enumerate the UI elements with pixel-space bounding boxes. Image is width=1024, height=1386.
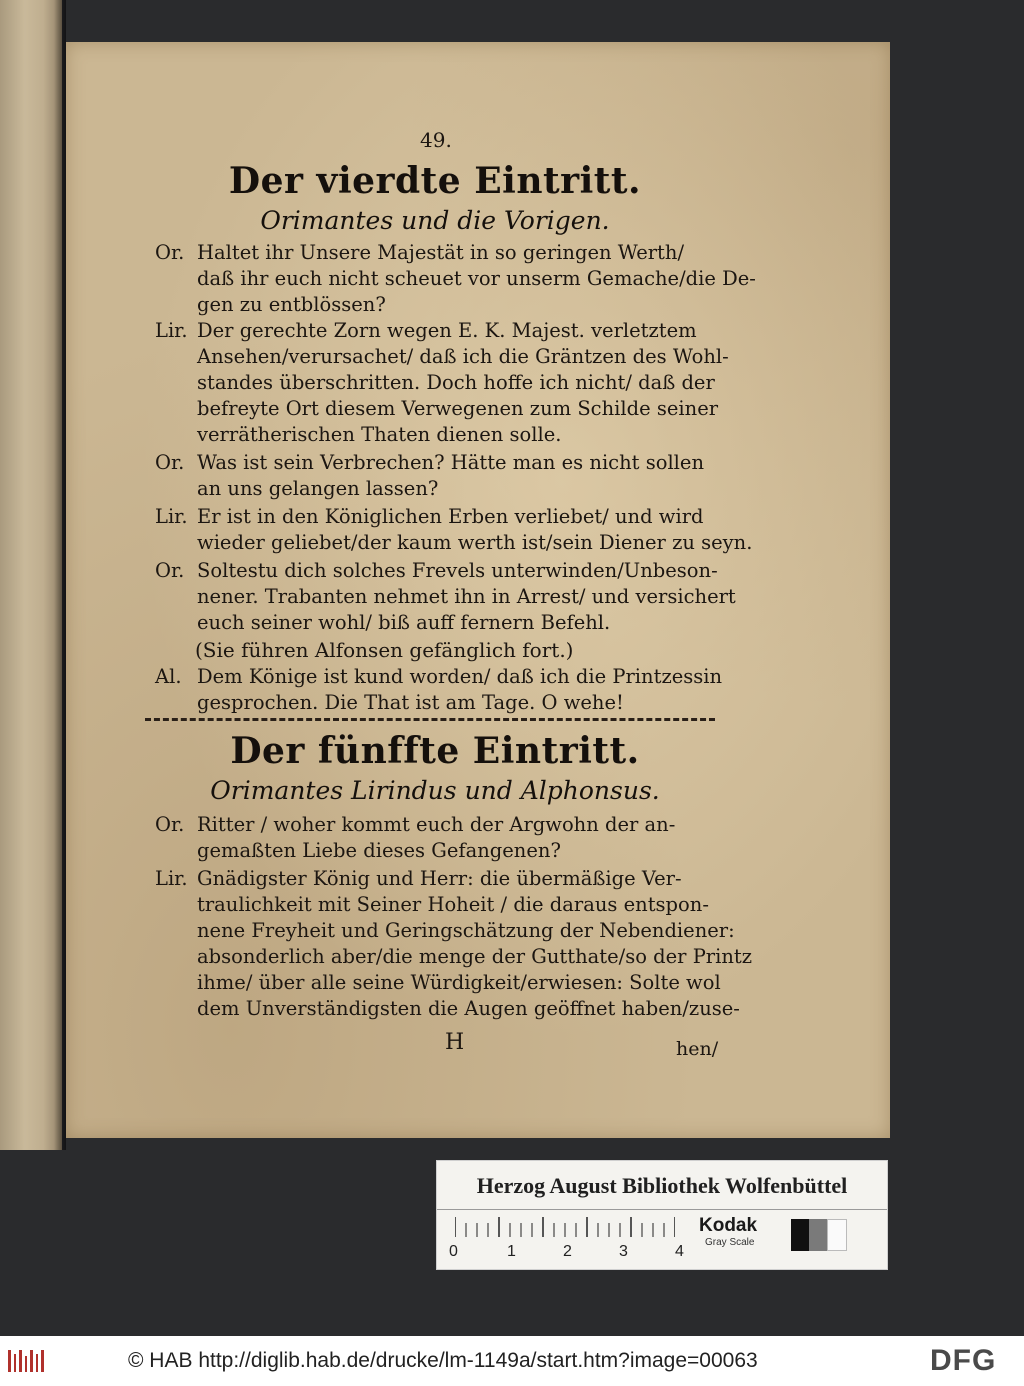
ruler-number: 0 [449, 1243, 458, 1260]
speaker-label: Or. [155, 559, 185, 582]
speech-line: befreyte Ort diesem Verwegenen zum Schilde seiner [197, 397, 719, 420]
scene-5-title: Der fünffte Eintritt. [230, 730, 640, 772]
speech-line: Haltet ihr Unsere Majestät in so geringen Werth/ [197, 241, 685, 264]
gray-scale-label: Gray Scale [705, 1237, 755, 1248]
speech-line: gemaßten Liebe dieses Gefangenen? [197, 839, 561, 862]
ruler-number: 4 [675, 1243, 684, 1260]
speech-block [155, 664, 725, 716]
speech-block [155, 504, 753, 556]
speech-line: Was ist sein Verbrechen? Hätte man es nicht sollen [197, 451, 705, 474]
speech-line: Dem Könige ist kund worden/ daß ich die Printzessin [197, 665, 723, 688]
swatch-white [827, 1219, 847, 1251]
speech-line: Der gerechte Zorn wegen E. K. Majest. verletztem [197, 319, 697, 342]
speech-line: daß ihr euch nicht scheuet vor unserm Gemache/die De- [197, 267, 756, 290]
signature-mark: H [445, 1030, 465, 1055]
facing-page-edge [0, 0, 62, 1150]
speech-line: nene Freyheit und Geringschätzung der Nebendiener: [197, 919, 735, 942]
speaker-label: Lir. [155, 867, 188, 890]
scene-4-title: Der vierdte Eintritt. [228, 160, 642, 202]
gray-swatches [791, 1219, 847, 1251]
dfg-logo[interactable]: DFG [930, 1344, 997, 1377]
speech-block [155, 318, 729, 448]
speech-block [155, 240, 756, 318]
speech-line: wieder geliebet/der kaum werth ist/sein Diener zu seyn. [197, 531, 753, 554]
swatch-black [791, 1219, 809, 1251]
speech-line: standes überschritten. Doch hoffe ich nicht/ daß der [197, 371, 715, 394]
speech-block [155, 558, 736, 636]
speech-line: an uns gelangen lassen? [197, 477, 439, 500]
ruler-ticks [455, 1217, 675, 1237]
speaker-label: Lir. [155, 505, 188, 528]
speech-line: dem Unverständigsten die Augen geöffnet haben/zuse- [197, 997, 740, 1020]
speech-line: ihme/ über alle seine Würdigkeit/erwiesen: Solte wol [197, 971, 721, 994]
speaker-label: Lir. [155, 319, 188, 342]
viewer-footer [0, 1336, 1024, 1386]
speech-line: Ritter / woher kommt euch der Argwohn der an- [197, 813, 676, 836]
speech-block [155, 812, 725, 864]
speech-line: Er ist in den Königlichen Erben verliebet/ und wird [197, 505, 704, 528]
ruler-number: 2 [563, 1243, 572, 1260]
speech-line: traulichkeit mit Seiner Hoheit / die daraus entspon- [197, 893, 709, 916]
ruler-number: 1 [507, 1243, 516, 1260]
scene-5-subtitle: Orimantes Lirindus und Alphonsus. [210, 776, 660, 805]
kodak-brand: Kodak [699, 1215, 758, 1236]
calibration-card [436, 1160, 888, 1270]
card-divider [437, 1209, 887, 1210]
speech-block [155, 866, 753, 1022]
stage-direction: (Sie führen Alfonsen gefänglich fort.) [195, 638, 574, 662]
copyright-link[interactable]: © HAB http://diglib.hab.de/drucke/lm-1149a/start.htm?image=00063 [128, 1349, 758, 1372]
speech-line: Soltestu dich solches Frevels unterwinden/Unbeson- [197, 559, 718, 582]
speaker-label: Or. [155, 241, 185, 264]
section-divider [145, 718, 715, 721]
speech-line: gesprochen. Die That ist am Tage. O wehe! [197, 691, 624, 714]
library-name: Herzog August Bibliothek Wolfenbüttel [476, 1173, 848, 1198]
speech-line: verrätherischen Thaten dienen solle. [197, 423, 562, 446]
speaker-label: Al. [155, 665, 182, 688]
speech-line: Ansehen/verursachet/ daß ich die Gräntzen des Wohl- [197, 345, 729, 368]
speech-line: absonderlich aber/die menge der Gutthate/so der Printz [197, 945, 753, 968]
gutter-shadow [54, 0, 66, 1150]
speech-line: gen zu entblössen? [197, 293, 386, 316]
ruler-number: 3 [619, 1243, 628, 1260]
catchword: hen/ [676, 1038, 719, 1060]
scene-4-subtitle: Orimantes und die Vorigen. [260, 206, 610, 235]
speech-line: euch seiner wohl/ biß auff fernern Befehl. [197, 611, 611, 634]
page-number: 49. [420, 128, 452, 152]
swatch-gray [809, 1219, 827, 1251]
speech-block [155, 450, 725, 502]
speech-line: Gnädigster König und Herr: die übermäßige Ver- [197, 867, 682, 890]
speaker-label: Or. [155, 451, 185, 474]
hab-barcode-logo-icon [8, 1348, 48, 1374]
speaker-label: Or. [155, 813, 185, 836]
speech-line: nener. Trabanten nehmet ihn in Arrest/ und versichert [197, 585, 736, 608]
